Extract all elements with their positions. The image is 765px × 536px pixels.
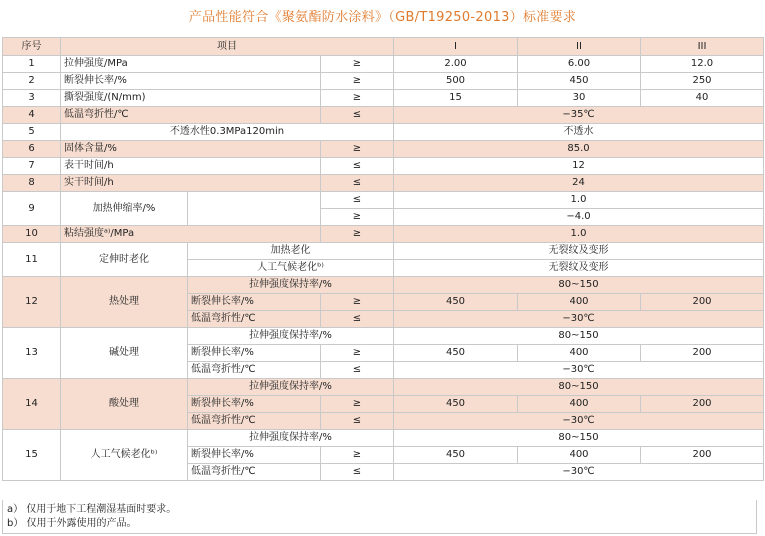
row-item: 定伸时老化 (61, 243, 188, 277)
row-value: 200 (641, 294, 764, 311)
spec-table (2, 37, 764, 481)
row-value: 200 (641, 345, 764, 362)
row-value: 250 (641, 73, 764, 90)
row-value: −30℃ (394, 413, 764, 430)
row-value: 6.00 (518, 56, 641, 73)
row-op: ≤ (321, 175, 394, 192)
row-op: ≥ (321, 396, 394, 413)
row-value: 80~150 (394, 328, 764, 345)
header-grade-2: II (518, 38, 641, 56)
row-subitem: 断裂伸长率/% (188, 396, 321, 413)
row-value: 400 (518, 396, 641, 413)
row-item: 撕裂强度/(N/mm) (61, 90, 321, 107)
row-op: ≥ (321, 226, 394, 243)
row-value: 450 (394, 294, 518, 311)
table-row (3, 73, 764, 90)
row-no: 11 (3, 243, 61, 277)
row-no: 5 (3, 124, 61, 141)
row-no: 10 (3, 226, 61, 243)
row-value: 不透水 (394, 124, 764, 141)
row-subitem: 低温弯折性/℃ (188, 464, 321, 481)
row-value: 200 (641, 447, 764, 464)
table-row (3, 328, 764, 345)
footnote-b: b） 仅用于外露使用的产品。 (7, 518, 137, 529)
row-value: 24 (394, 175, 764, 192)
table-row (3, 124, 764, 141)
footnote-a: a） 仅用于地下工程潮湿基面时要求。 (7, 504, 177, 515)
table-row (3, 379, 764, 396)
row-op: ≥ (321, 447, 394, 464)
row-value: 450 (518, 73, 641, 90)
row-op: ≥ (321, 90, 394, 107)
row-no: 8 (3, 175, 61, 192)
row-value: −4.0 (394, 209, 764, 226)
row-op: ≤ (321, 362, 394, 379)
row-no: 7 (3, 158, 61, 175)
row-no: 15 (3, 430, 61, 481)
row-no: 13 (3, 328, 61, 379)
row-item: 粘结强度ᵃ⁾/MPa (61, 226, 321, 243)
header-no: 序号 (3, 38, 61, 56)
row-value: −30℃ (394, 311, 764, 328)
row-value: 1.0 (394, 226, 764, 243)
row-item: 热处理 (61, 277, 188, 328)
row-value: 12 (394, 158, 764, 175)
table-row (3, 90, 764, 107)
row-subitem: 拉伸强度保持率/% (188, 430, 394, 447)
row-item: 低温弯折性/℃ (61, 107, 321, 124)
table-row (3, 158, 764, 175)
row-op: ≥ (321, 141, 394, 158)
page-title: 产品性能符合《聚氨酯防水涂料》（GB/T19250-2013）标准要求 (188, 10, 577, 25)
row-value: 15 (394, 90, 518, 107)
row-value: 2.00 (394, 56, 518, 73)
header-grade-1: I (394, 38, 518, 56)
row-no: 9 (3, 192, 61, 226)
row-value: 400 (518, 294, 641, 311)
table-row (3, 277, 764, 294)
table-row (3, 192, 764, 209)
row-value: 无裂纹及变形 (394, 260, 764, 277)
row-no: 1 (3, 56, 61, 73)
row-value: 1.0 (394, 192, 764, 209)
row-subitem: 拉伸强度保持率/% (188, 379, 394, 396)
row-no: 2 (3, 73, 61, 90)
table-row (3, 226, 764, 243)
row-value: 80~150 (394, 430, 764, 447)
row-op: ≤ (321, 413, 394, 430)
row-op: ≤ (321, 464, 394, 481)
table-row (3, 175, 764, 192)
table-row (3, 56, 764, 73)
row-no: 14 (3, 379, 61, 430)
row-value: 450 (394, 396, 518, 413)
row-item: 实干时间/h (61, 175, 321, 192)
row-value: 30 (518, 90, 641, 107)
row-item: 酸处理 (61, 379, 188, 430)
row-value: 40 (641, 90, 764, 107)
row-item: 碱处理 (61, 328, 188, 379)
row-op: ≥ (321, 73, 394, 90)
row-value: 200 (641, 396, 764, 413)
row-value: 85.0 (394, 141, 764, 158)
row-no: 4 (3, 107, 61, 124)
row-value: 80~150 (394, 277, 764, 294)
row-item: 不透水性0.3MPa120min (61, 124, 394, 141)
row-value: −30℃ (394, 362, 764, 379)
row-subitem: 加热老化 (188, 243, 394, 260)
row-no: 3 (3, 90, 61, 107)
row-subitem: 拉伸强度保持率/% (188, 328, 394, 345)
row-subitem: 低温弯折性/℃ (188, 413, 321, 430)
table-row (3, 107, 764, 124)
row-op: ≤ (321, 311, 394, 328)
row-value: 400 (518, 447, 641, 464)
header-item: 项目 (61, 38, 394, 56)
row-op: ≥ (321, 345, 394, 362)
row-subitem: 断裂伸长率/% (188, 345, 321, 362)
row-item: 加热伸缩率/% (61, 192, 188, 226)
header-grade-3: III (641, 38, 764, 56)
row-item: 拉伸强度/MPa (61, 56, 321, 73)
row-op: ≥ (321, 56, 394, 73)
table-row (3, 243, 764, 260)
row-item: 固体含量/% (61, 141, 321, 158)
row-op: ≤ (321, 192, 394, 209)
row-value: 500 (394, 73, 518, 90)
row-subitem: 人工气候老化ᵇ⁾ (188, 260, 394, 277)
footnotes (2, 500, 757, 534)
row-op: ≤ (321, 107, 394, 124)
row-value: 12.0 (641, 56, 764, 73)
row-op: ≥ (321, 209, 394, 226)
row-subitem: 断裂伸长率/% (188, 294, 321, 311)
table-header-row (3, 38, 764, 56)
row-op: ≤ (321, 158, 394, 175)
row-op: ≥ (321, 294, 394, 311)
row-value: 无裂纹及变形 (394, 243, 764, 260)
row-subitem: 拉伸强度保持率/% (188, 277, 394, 294)
row-item: 表干时间/h (61, 158, 321, 175)
row-value: −30℃ (394, 464, 764, 481)
row-no: 6 (3, 141, 61, 158)
row-subitem: 断裂伸长率/% (188, 447, 321, 464)
row-value: 80~150 (394, 379, 764, 396)
row-value: −35℃ (394, 107, 764, 124)
table-row (3, 141, 764, 158)
row-item: 断裂伸长率/% (61, 73, 321, 90)
row-value: 400 (518, 345, 641, 362)
row-value: 450 (394, 345, 518, 362)
row-subitem: 低温弯折性/℃ (188, 362, 321, 379)
table-row (3, 430, 764, 447)
row-no: 12 (3, 277, 61, 328)
row-subitem: 低温弯折性/℃ (188, 311, 321, 328)
row-item: 人工气候老化ᵇ⁾ (61, 430, 188, 481)
row-value: 450 (394, 447, 518, 464)
